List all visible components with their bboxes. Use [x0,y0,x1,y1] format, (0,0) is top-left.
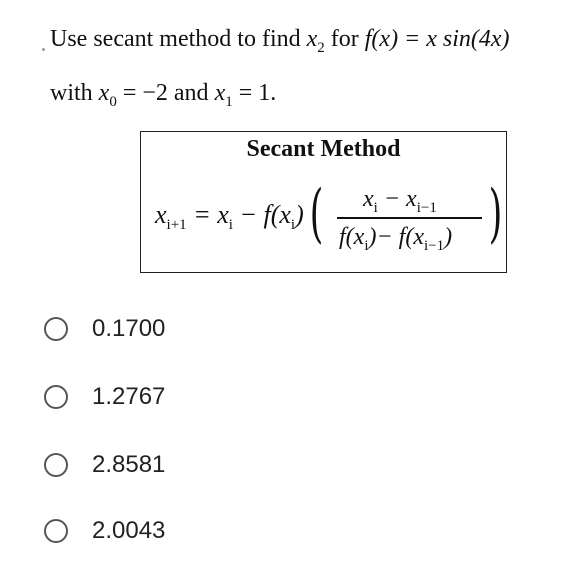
x1-variable: x [214,80,226,106]
rhs-func: − f(x [232,200,291,229]
rhs-text: = x [186,200,229,229]
rhs-func-end: ) [295,200,304,229]
question-line-2 [50,80,276,111]
lhs-var: x [155,200,167,229]
den-sub2: i−1 [423,238,445,254]
den-end: ) [444,224,453,250]
rhs-sub: i [228,217,233,233]
radio-button-icon[interactable] [44,317,68,341]
x1-value: = 1. [232,80,277,106]
option-label: 0.1700 [92,315,166,342]
option-label: 1.2767 [92,383,166,410]
question-text: Use secant method to find [50,26,307,52]
radio-button-icon[interactable] [44,519,68,543]
lhs-sub: i+1 [166,217,187,233]
x0-value: = −2 and [116,80,215,106]
radio-button-icon[interactable] [44,385,68,409]
left-paren: ( [309,177,324,251]
function-expression: f(x) = x sin(4x) [364,26,510,52]
option-1[interactable] [44,313,165,345]
target-variable: x [306,26,318,52]
den-sub: i [364,238,369,254]
option-label: 2.8581 [92,451,166,478]
fraction-denominator [339,224,452,255]
radio-button-icon[interactable] [44,453,68,477]
dot-marker [42,48,45,51]
question-text-for: for [324,26,365,52]
x0-subscript: 0 [109,94,117,110]
question-line-1 [50,26,510,57]
option-4[interactable] [44,515,165,547]
option-2[interactable] [44,381,165,413]
option-label: 2.0043 [92,517,166,544]
x1-subscript: 1 [225,94,233,110]
formula-lhs [155,200,304,234]
num-var: x [363,186,374,212]
secant-method-box [140,131,507,273]
fraction-bar [337,217,482,219]
target-variable-subscript: 2 [317,40,325,56]
num-mid: − x [377,186,417,212]
question-text-with: with [50,80,99,106]
num-sub: i [373,200,378,216]
den-start: f(x [339,224,365,250]
x0-variable: x [98,80,110,106]
den-mid: )− f(x [368,224,424,250]
box-title: Secant Method [246,136,401,162]
option-3[interactable] [44,449,165,481]
rhs-func-sub: i [290,217,296,233]
fraction-numerator [363,186,437,217]
num-sub2: i−1 [416,200,437,216]
right-paren: ) [488,177,503,251]
